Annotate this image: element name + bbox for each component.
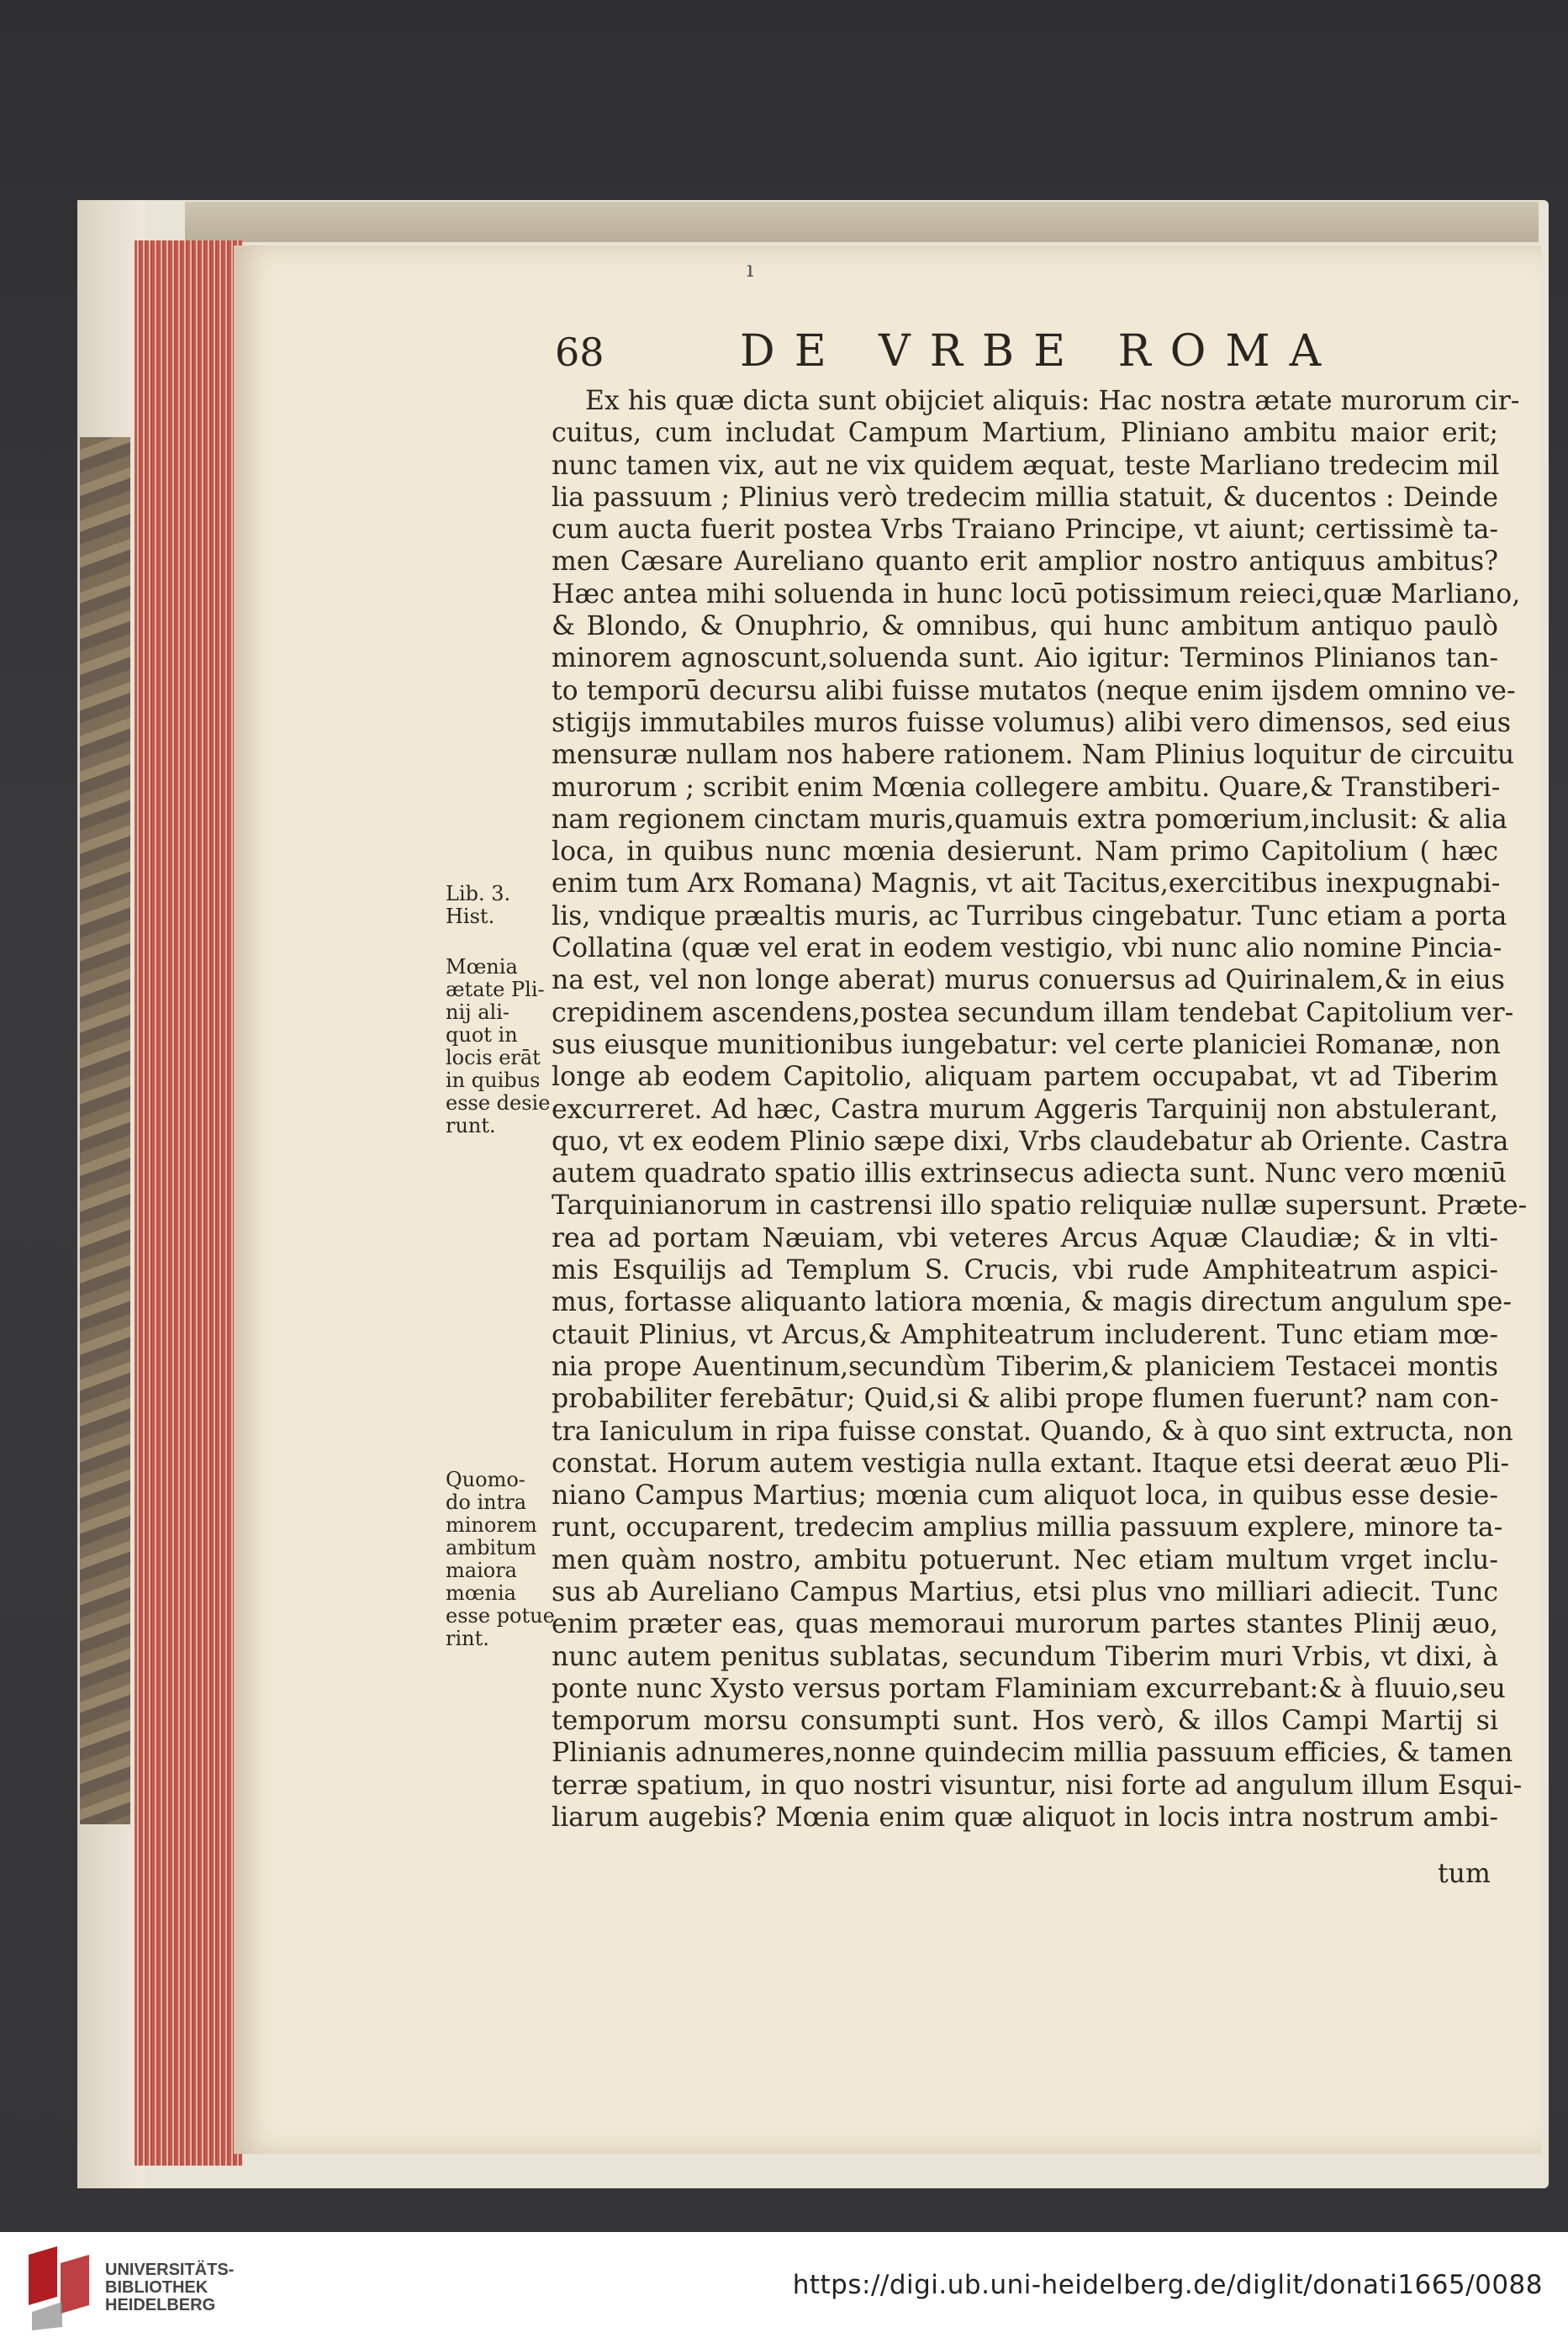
text-line: stigijs immutabiles muros fuisse volumus) alibi vero dimensos, sed eius xyxy=(552,707,1512,738)
margin-note-line: ambitum xyxy=(446,1536,536,1559)
text-line: ctauit Plinius, vt Arcus,& Amphiteatrum includerent. Tunc etiam mœ- xyxy=(552,1319,1498,1350)
margin-note-line: Mœnia xyxy=(446,955,518,979)
text-line: & Blondo, & Onuphrio, & omnibus, qui hunc ambitum antiquo paulò xyxy=(552,611,1498,642)
text-line: men quàm nostro, ambitu potuerunt. Nec etiam multum vrget inclu- xyxy=(552,1544,1498,1575)
text-line: Ex his quæ dicta sunt obijciet aliquis: Hac nostra ætate murorum cir- xyxy=(585,386,1520,416)
margin-note-line: locis erāt xyxy=(446,1046,541,1069)
text-line: nam regionem cinctam muris,quamuis extra pomœrium,inclusit: & alia xyxy=(552,804,1507,835)
running-head: DE VRBE ROMA xyxy=(740,326,1341,377)
text-line: men Cæsare Aureliano quanto erit amplior nostro antiquus ambitus? xyxy=(552,546,1498,578)
margin-note-line: ætate Pli- xyxy=(446,978,545,1001)
text-line: excurreret. Ad hæc, Castra murum Aggeris Tarquinij non abstulerant, xyxy=(552,1094,1498,1125)
text-line: Collatina (quæ vel erat in eodem vestigio, vbi nunc alio nomine Pincia- xyxy=(552,933,1502,964)
text-line: enim præter eas, quas memoraui murorum partes stantes Plinij æuo, xyxy=(552,1609,1498,1640)
margin-note-line: in quibus xyxy=(446,1069,541,1092)
text-line: nunc tamen vix, aut ne vix quidem æquat, teste Marliano tredecim mil xyxy=(552,450,1500,481)
text-line: mensuræ nullam nos habere rationem. Nam Plinius loquitur de circuitu xyxy=(552,740,1515,771)
margin-note-line: Hist. xyxy=(446,905,495,928)
margin-note-line: rint. xyxy=(446,1627,489,1650)
text-line: mus, fortasse aliquanto latiora mœnia, & magis directum angulum spe- xyxy=(552,1287,1513,1318)
margin-note-line: Quomo- xyxy=(446,1468,525,1491)
book-top-edge xyxy=(185,202,1539,242)
text-line: constat. Horum autem vestigia nulla extant. Itaque etsi deerat æuo Pli- xyxy=(552,1448,1510,1479)
text-line: lia passuum ; Plinius verò tredecim millia statuit, & ducentos : Deinde xyxy=(552,482,1498,513)
text-line: quo, vt ex eodem Plinio sæpe dixi, Vrbs claudebatur ab Oriente. Castra xyxy=(552,1126,1509,1157)
text-line: tra Ianiculum in ripa fuisse constat. Quando, & à quo sint extructa, non xyxy=(552,1416,1513,1447)
page-mark: ı xyxy=(747,257,754,282)
margin-note-line: minorem xyxy=(446,1513,537,1537)
margin-note-line: Lib. 3. xyxy=(446,882,511,905)
text-line: loca, in quibus nunc mœnia desierunt. Nam primo Capitolium ( hæc xyxy=(552,836,1498,868)
text-line: na est, vel non longe aberat) murus conuersus ad Quirinalem,& in eius xyxy=(552,965,1505,996)
text-line: liarum augebis? Mœnia enim quæ aliquot in locis intra nostrum ambi- xyxy=(552,1802,1498,1834)
library-name[interactable]: UNIVERSITÄTS- BIBLIOTHEK HEIDELBERG xyxy=(105,2261,235,2314)
text-line: cuitus, cum includat Campum Martium, Pliniano ambitu maior erit; xyxy=(552,418,1498,449)
margin-note-line: mœnia xyxy=(446,1581,516,1605)
text-line: nia prope Auentinum,secundùm Tiberim,& planiciem Testacei montis xyxy=(552,1351,1498,1382)
text-line: sus ab Aureliano Campus Martius, etsi plus vno milliari adiecit. Tunc xyxy=(552,1576,1498,1607)
margin-note-line: esse potue xyxy=(446,1604,555,1628)
margin-note-moenia xyxy=(446,956,563,1137)
text-line: lis, vndique præaltis muris, ac Turribus cingebatur. Tunc etiam a porta xyxy=(552,900,1507,931)
text-line: murorum ; scribit enim Mœnia collegere ambitu. Quare,& Transtiberi- xyxy=(552,772,1501,803)
margin-note-line: esse desie xyxy=(446,1091,551,1115)
text-line: crepidinem ascendens,postea secundum illam tendebat Capitolium ver- xyxy=(552,997,1514,1028)
page-edges xyxy=(135,240,242,2166)
marbled-paper xyxy=(80,437,130,1824)
text-line: longe ab eodem Capitolio, aliquam partem occupabat, vt ad Tiberim xyxy=(552,1062,1498,1093)
permalink-url[interactable]: https://digi.ub.uni-heidelberg.de/diglit/donati1665/0088 xyxy=(792,2270,1543,2300)
text-line: minorem agnoscunt,soluenda sunt. Aio igitur: Terminos Plinianos tan- xyxy=(552,643,1498,674)
library-logo-icon xyxy=(24,2246,94,2330)
text-line: ponte nunc Xysto versus portam Flaminiam excurrebant:& à fluuio,seu xyxy=(552,1673,1506,1704)
page-number: 68 xyxy=(555,330,604,375)
margin-note-quomodo xyxy=(446,1469,563,1650)
text-line: terræ spatium, in quo nostri visuntur, nisi forte ad angulum illum Esqui- xyxy=(552,1770,1523,1801)
text-line: temporum morsu consumpti sunt. Hos verò, & illos Campi Martij si xyxy=(552,1706,1498,1737)
text-line: Hæc antea mihi soluenda in hunc locū potissimum reieci,quæ Marliano, xyxy=(552,578,1521,609)
text-line: mis Esquilijs ad Templum S. Crucis, vbi rude Amphiteatrum aspici- xyxy=(552,1255,1498,1286)
margin-note-line: nij ali- xyxy=(446,1000,509,1024)
text-line: autem quadrato spatio illis extrinsecus adiecta sunt. Nunc vero mœniū xyxy=(552,1158,1507,1190)
text-line: cum aucta fuerit postea Vrbs Traiano Principe, vt aiunt; certissimè ta- xyxy=(552,515,1498,546)
text-line: niano Campus Martius; mœnia cum aliquot loca, in quibus esse desie- xyxy=(552,1480,1498,1512)
text-line: Plinianis adnumeres,nonne quindecim millia passuum efficies, & tamen xyxy=(552,1738,1513,1769)
catchword: tum xyxy=(1438,1859,1491,1889)
text-line: probabiliter ferebātur; Quid,si & alibi prope flumen fuerunt? nam con- xyxy=(552,1384,1499,1415)
margin-note-lib xyxy=(446,883,563,928)
text-line: rea ad portam Næuiam, vbi veteres Arcus Aquæ Claudiæ; & in vlti- xyxy=(552,1222,1498,1253)
text-line: runt, occuparent, tredecim amplius millia passuum explere, minore ta- xyxy=(552,1512,1503,1544)
margin-note-line: maiora xyxy=(446,1559,517,1582)
text-line: sus eiusque munitionibus iungebatur: vel certe planiciei Romanæ, non xyxy=(552,1029,1501,1060)
text-line: nunc autem penitus sublatas, secundum Tiberim muri Vrbis, vt dixi, à xyxy=(552,1641,1498,1672)
text-line: enim tum Arx Romana) Magnis, vt ait Tacitus,exercitibus inexpugnabi- xyxy=(552,868,1501,900)
margin-note-line: quot in xyxy=(446,1023,518,1047)
margin-note-line: do intra xyxy=(446,1491,526,1514)
margin-note-line: runt. xyxy=(446,1114,496,1137)
text-line: to temporū decursu alibi fuisse mutatos (neque enim ijsdem omnino ve- xyxy=(552,675,1516,706)
body-text xyxy=(552,385,1528,1834)
text-line: Tarquinianorum in castrensi illo spatio reliquiæ nullæ supersunt. Præte- xyxy=(552,1190,1528,1222)
